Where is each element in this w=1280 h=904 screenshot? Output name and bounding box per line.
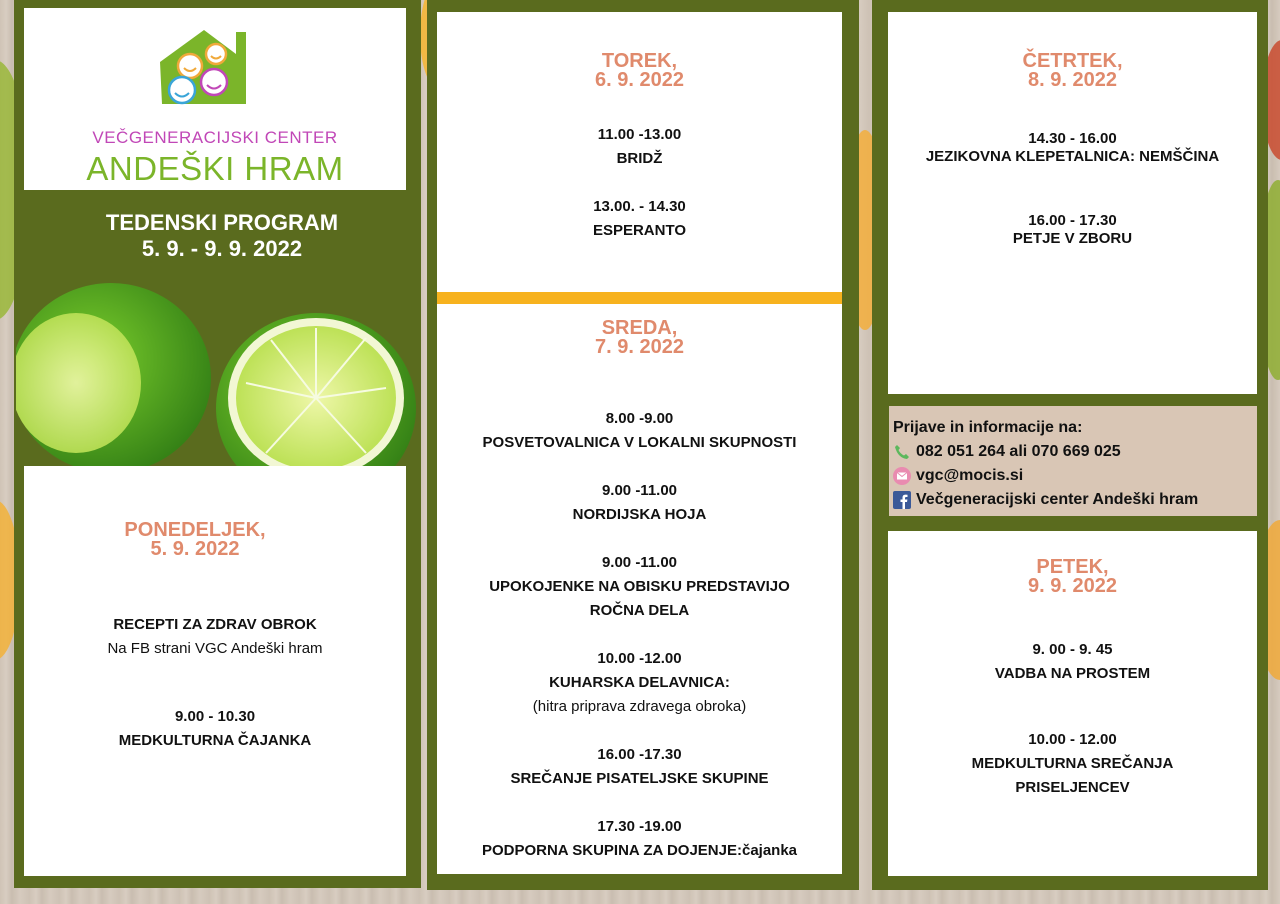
event-title: VADBA NA PROSTEM [994, 665, 1151, 682]
event-time: 9. 00 - 9. 45 [1032, 641, 1113, 658]
event-title: KUHARSKA DELAVNICA: [549, 674, 730, 691]
event-title: RECEPTI ZA ZDRAV OBROK [113, 616, 317, 633]
event-time: 9.00 -11.00 [601, 554, 678, 571]
contact-phone[interactable]: 082 051 264 ali 070 669 025 [893, 440, 1253, 464]
wednesday-panel [437, 304, 842, 874]
logo-panel [24, 8, 406, 190]
event-note: Na FB strani VGC Andeški hram [107, 640, 323, 657]
tuesday-date: 6. 9. 2022 [595, 69, 684, 91]
event-time: 16.00 -17.30 [597, 746, 682, 763]
thursday-panel [888, 12, 1257, 394]
contact-box [886, 403, 1260, 519]
contact-facebook[interactable]: Večgeneracijski center Andeški hram [893, 488, 1253, 512]
event-time: 8.00 -9.00 [605, 410, 674, 427]
event-time: 10.00 - 12.00 [1028, 731, 1117, 748]
facebook-icon [893, 491, 911, 509]
event-title: MEDKULTURNA ČAJANKA [118, 732, 312, 749]
event-title: SREČANJE PISATELJSKE SKUPINE [510, 770, 769, 787]
orange-divider [437, 292, 842, 304]
tuesday-day: TOREK, [601, 50, 678, 72]
event-title: UPOKOJENKE NA OBISKU PREDSTAVIJO [489, 578, 790, 595]
phone-icon [893, 443, 911, 461]
brand-line-1: VEČGENERACIJSKI CENTER [92, 128, 338, 147]
tuesday-panel [437, 12, 842, 292]
brand-line-2: ANDEŠKI HRAM [86, 150, 344, 187]
friday-date: 9. 9. 2022 [1028, 575, 1117, 597]
event-title: JEZIKOVNA KLEPETALNICA: NEMŠČINA [925, 148, 1220, 165]
event-time: 10.00 -12.00 [597, 650, 682, 667]
event-note: (hitra priprava zdravega obroka) [532, 698, 747, 715]
event-time: 9.00 -11.00 [601, 482, 678, 499]
event-time: 13.00. - 14.30 [593, 198, 686, 215]
event-title: ESPERANTO [592, 222, 687, 239]
event-title: BRIDŽ [616, 150, 663, 167]
event-title: PODPORNA SKUPINA ZA DOJENJE:čajanka [481, 842, 798, 859]
event-time: 9.00 - 10.30 [174, 708, 256, 725]
monday-panel [24, 466, 406, 876]
event-title: POSVETOVALNICA V LOKALNI SKUPNOSTI [482, 434, 797, 451]
logo-house-icon [156, 26, 252, 108]
monday-day: PONEDELJEK, [124, 519, 266, 541]
event-time: 14.30 - 16.00 [1028, 130, 1117, 147]
event-time: 16.00 - 17.30 [1028, 212, 1117, 229]
contact-email[interactable]: vgc@mocis.si [893, 464, 1253, 488]
wednesday-day: SREDA, [601, 317, 678, 339]
friday-panel [888, 531, 1257, 876]
event-title: PRISELJENCEV [1015, 779, 1130, 796]
event-time: 17.30 -19.00 [597, 818, 682, 835]
event-time: 11.00 -13.00 [597, 126, 682, 143]
friday-day: PETEK, [1036, 556, 1109, 578]
event-title: NORDIJSKA HOJA [572, 506, 707, 523]
program-title: TEDENSKI PROGRAM [105, 210, 339, 235]
thursday-date: 8. 9. 2022 [1028, 69, 1117, 91]
mail-icon [893, 467, 911, 485]
monday-date: 5. 9. 2022 [150, 538, 240, 560]
thursday-day: ČETRTEK, [1022, 50, 1123, 72]
wednesday-date: 7. 9. 2022 [595, 336, 684, 358]
event-title: MEDKULTURNA SREČANJA [971, 755, 1174, 772]
contact-heading: Prijave in informacije na: [893, 419, 1083, 436]
event-title: PETJE V ZBORU [1012, 230, 1133, 247]
program-dates: 5. 9. - 9. 9. 2022 [141, 236, 303, 261]
event-title: ROČNA DELA [589, 602, 690, 619]
